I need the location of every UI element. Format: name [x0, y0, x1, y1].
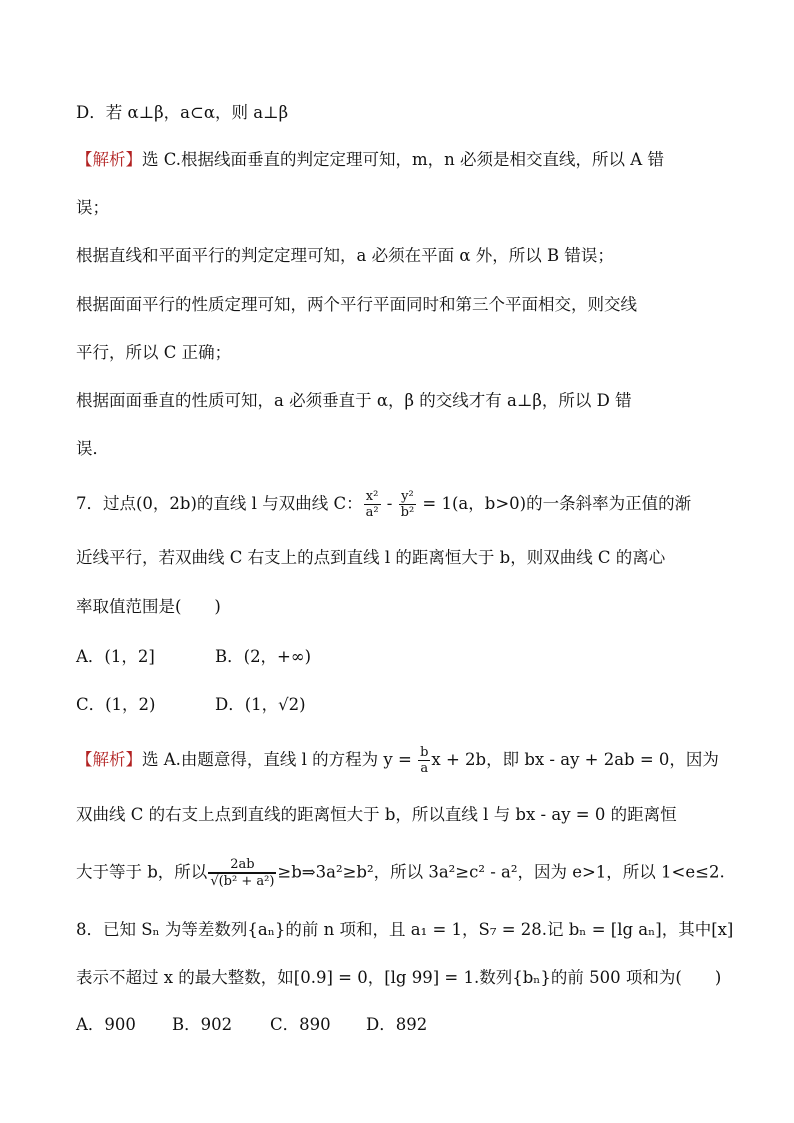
q7-stem-line-2: 近线平行，若双曲线 C 右支上的点到直线 l 的距离恒大于 b，则双曲线 C 的离心 — [76, 548, 666, 567]
q7-explanation-line-2: 双曲线 C 的右支上点到直线的距离恒大于 b，所以直线 l 与 bx - ay = 0 的距离恒 — [76, 805, 677, 824]
q7-stem-line-3: 率取值范围是( ) — [76, 597, 221, 616]
q7-option-a: A．(1，2] — [76, 647, 155, 666]
q8-option-a: A．900 — [76, 1015, 136, 1034]
q7-fraction-distance: $\frac{2ab}{\text{√(b² + a²)}}$ — [210, 857, 275, 889]
q6-exp1-text: 选 C.根据线面垂直的判定定理可知，m，n 必须是相交直线，所以 A 错 — [142, 150, 664, 169]
q6-analysis-tag: 【解析】 — [76, 150, 142, 169]
q7-explanation-line-3: 大于等于 b，所以 $\frac{2ab}{\text{√(b² + a²)}}$ ≥b⇒3a²≥b²，所以 3a²≥c² - a²，因为 e>1，所以 1<e≤2. — [76, 857, 725, 889]
q7-fraction-x: $\frac{\text{x²}}{\text{a²}}$ — [365, 489, 379, 520]
q6-explanation-line-2: 误； — [76, 198, 109, 217]
q6-explanation-line-4: 根据面面平行的性质定理可知，两个平行平面同时和第三个平面相交，则交线 — [76, 295, 637, 314]
q7-explanation-line-1: 【解析】选 A.由题意得，直线 l 的方程为 y = $\frac{b}{a}$ x + 2b，即 bx - ay + 2ab = 0，因为 — [76, 745, 719, 776]
q8-stem-line-2: 表示不超过 x 的最大整数，如[0.9] = 0，[lg 99] = 1.数列{bₙ}的前 500 项和为( ) — [76, 968, 722, 987]
q6-explanation-line-3: 根据直线和平面平行的判定定理可知，a 必须在平面 α 外，所以 B 错误； — [76, 246, 614, 265]
q7-option-c: C．(1，2) — [76, 695, 156, 714]
q6-explanation-line-6: 根据面面垂直的性质可知，a 必须垂直于 α，β 的交线才有 a⊥β，所以 D 错 — [76, 391, 632, 410]
q7-stem-a: 7．过点(0，2b)的直线 l 与双曲线 C： — [76, 494, 363, 513]
q6-option-d: D．若 α⊥β，a⊂α，则 a⊥β — [76, 103, 289, 122]
q7-analysis-tag: 【解析】 — [76, 750, 142, 769]
q6-explanation-line-5: 平行，所以 C 正确； — [76, 343, 232, 362]
q8-option-c: C．890 — [270, 1015, 331, 1034]
q7-option-b: B．(2，+∞) — [215, 647, 312, 666]
q7-stem-b: = 1(a，b>0)的一条斜率为正值的渐 — [417, 494, 692, 513]
q6-explanation-line-1 — [76, 148, 664, 172]
q8-option-b: B．902 — [172, 1015, 233, 1034]
q7-stem-line-1: 7．过点(0，2b)的直线 l 与双曲线 C： $\frac{\text{x²}}{\text{a²}}$ - $\frac{\text{y²}}{\text{b²}}$ = 1(a，b>0)的一条斜率为正值的渐 — [76, 489, 692, 520]
q7-fraction-y: $\frac{\text{y²}}{\text{b²}}$ — [400, 489, 415, 520]
q8-stem-line-1: 8．已知 Sₙ 为等差数列{aₙ}的前 n 项和，且 a₁ = 1，S₇ = 28.记 bₙ = [lg aₙ]，其中[x] — [76, 920, 734, 939]
q8-option-d: D．892 — [366, 1015, 428, 1034]
q7-option-d: D．(1，√2) — [215, 695, 306, 714]
q7-fraction-slope: $\frac{b}{a}$ — [420, 745, 429, 776]
q6-explanation-line-7: 误． — [76, 439, 109, 458]
